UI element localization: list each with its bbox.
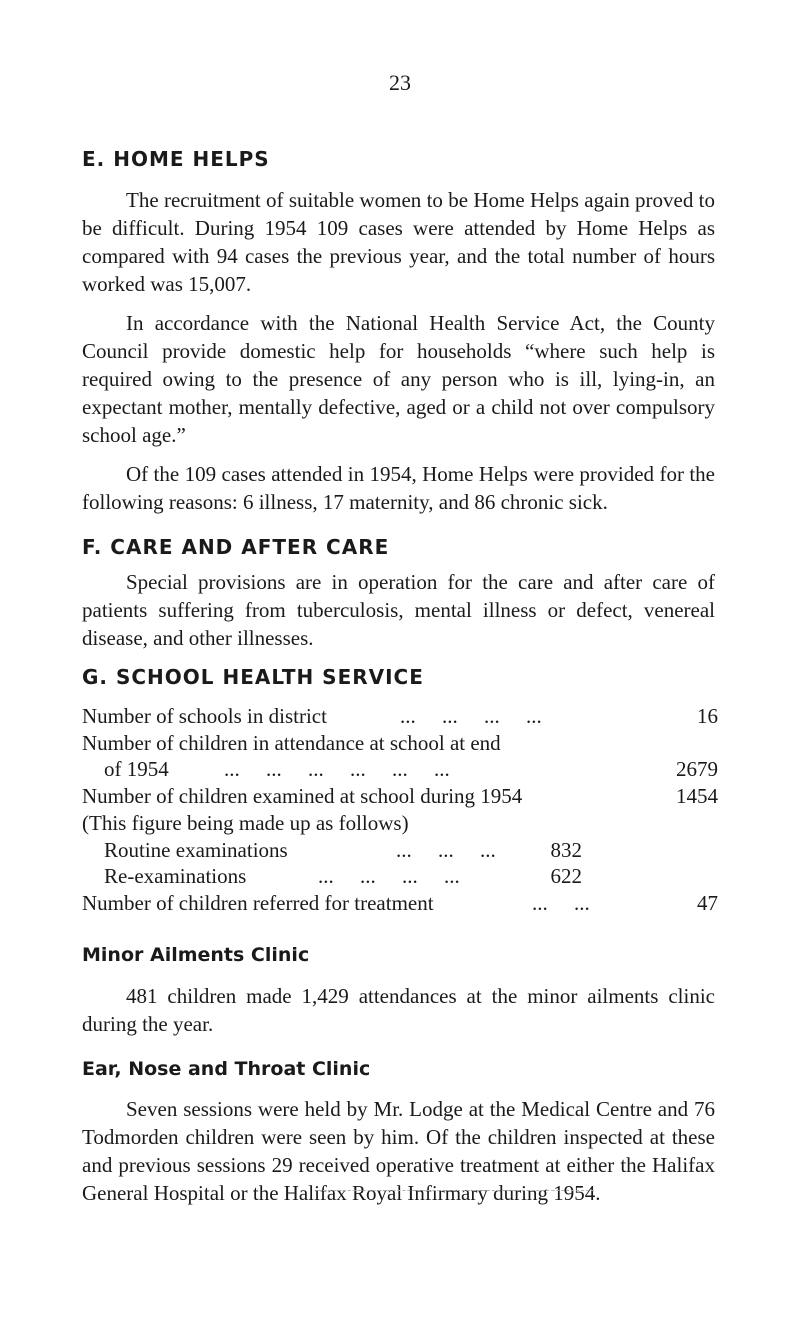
section-e-heading: E. HOME HELPS [82, 147, 270, 171]
stat-label-made-up: (This figure being made up as follows) [82, 811, 409, 835]
section-e-paragraph-1: The recruitment of suitable women to be Home Helps again proved to be difficult. During 1954 109 cases were attended by Home Helps as compared with 94 cases the previous year, and the total number of hours worked was 15,007. [82, 188, 715, 296]
stat-label-routine: Routine examinations [104, 838, 288, 862]
stat-value-attendance: 2679 [676, 757, 718, 781]
stat-row-reexam [104, 862, 718, 890]
leader-dots: ... ... ... [396, 838, 496, 862]
page-number: 23 [389, 70, 411, 95]
ent-clinic-heading: Ear, Nose and Throat Clinic [82, 1058, 371, 1080]
leader-dots: ... ... [532, 891, 590, 915]
ent-clinic-paragraph: Seven sessions were held by Mr. Lodge at the Medical Centre and 76 Todmorden children were seen by him. Of the children inspected at these and previous sessions 29 received operative treatment at either the Halifax General Hospital or the Halifax Royal Infirmary during 1954. [82, 1097, 715, 1205]
section-f-heading: F. CARE AND AFTER CARE [82, 535, 390, 559]
stat-row-made-up [82, 809, 718, 837]
section-f-paragraph-1: Special provisions are in operation for the care and after care of patients suffering from tuberculosis, mental illness or defect, venereal disease, and other illnesses. [82, 570, 715, 650]
stat-label-attendance: Number of children in attendance at school at end [82, 731, 501, 755]
minor-ailments-paragraph: 481 children made 1,429 attendances at the minor ailments clinic during the year. [82, 984, 715, 1036]
stat-value-schools: 16 [697, 704, 718, 728]
section-e-paragraph-3: Of the 109 cases attended in 1954, Home Helps were provided for the following reasons: 6 illness, 17 maternity, and 86 chronic sick. [82, 462, 715, 514]
stat-row-schools [82, 702, 718, 730]
stat-value-referred: 47 [697, 891, 718, 915]
stat-row-attendance-line1 [82, 729, 718, 757]
section-g-heading: G. SCHOOL HEALTH SERVICE [82, 665, 424, 689]
stat-label-attendance-year: of 1954 [104, 757, 169, 781]
leader-dots: ... ... ... ... [400, 704, 542, 728]
stat-value-reexam: 622 [550, 864, 582, 888]
stat-label-examined: Number of children examined at school during 1954 [82, 784, 523, 808]
bottom-divider [318, 1190, 594, 1191]
stat-row-routine [104, 836, 718, 864]
leader-dots: ... ... ... ... ... ... [224, 757, 450, 781]
stat-value-routine: 832 [550, 838, 582, 862]
stat-row-attendance-line2 [104, 755, 718, 783]
stat-row-referred [82, 889, 718, 917]
stat-label-referred: Number of children referred for treatment [82, 891, 434, 915]
section-e-paragraph-2: In accordance with the National Health Service Act, the County Council provide domestic help for households “where such help is required owing to the presence of any person who is ill, lying-in, an expectant mother, mentally defective, aged or a child not over compulsory school age.” [82, 311, 715, 447]
leader-dots: ... ... ... ... [318, 864, 460, 888]
minor-ailments-heading: Minor Ailments Clinic [82, 944, 310, 966]
stat-row-examined [82, 782, 718, 810]
stat-label-schools: Number of schools in district [82, 704, 327, 728]
stat-label-reexam: Re-examinations [104, 864, 247, 888]
stat-value-examined: 1454 [676, 784, 718, 808]
